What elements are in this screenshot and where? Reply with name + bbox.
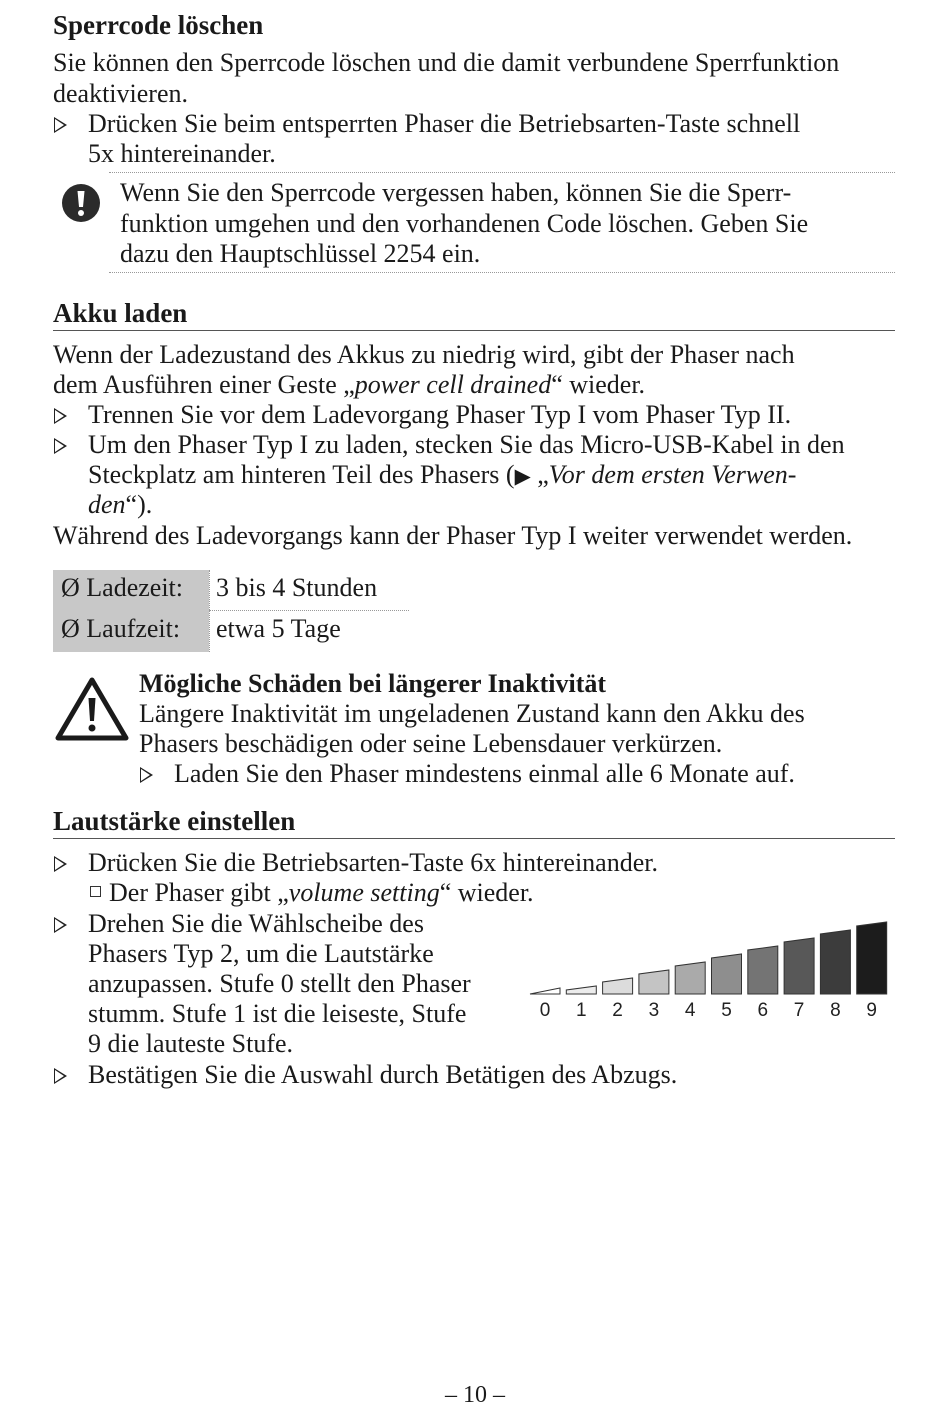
laut-step2-line: Drehen Sie die Wählscheibe des (88, 909, 424, 938)
volume-level-chart (526, 916, 896, 1026)
volume-bar-1 (566, 986, 596, 994)
warning-triangle-icon (54, 676, 130, 742)
volume-bar-6 (748, 946, 778, 994)
volume-bar-4 (675, 962, 705, 994)
laut-step1: Drücken Sie die Betriebsarten-Taste 6x hintereinander. (88, 848, 658, 877)
sperrcode-step-line1: Drücken Sie beim entsperrten Phaser die Betriebsarten-Taste schnell (88, 109, 801, 138)
volume-bar-2 (603, 978, 633, 994)
page-number: – 10 – (445, 1382, 505, 1408)
note-line3: dazu den Hauptschlüssel 2254 ein. (120, 239, 481, 268)
heading-lautstaerke: Lautstärke einstellen (53, 806, 296, 836)
result-square-icon (90, 886, 101, 897)
volume-tick-label: 8 (830, 1000, 841, 1021)
note-divider-top (109, 172, 895, 173)
sperrcode-intro-line1: Sie können den Sperrcode löschen und die damit verbundene Sperrfunktion (53, 48, 840, 77)
table-cell-label: Ø Ladezeit: (61, 573, 183, 602)
arrow-right-icon: ▶ (514, 464, 531, 488)
akku-intro-line2: dem Ausführen einer Geste „power cell drained“ wieder. (53, 370, 646, 399)
table-row-divider (209, 610, 409, 611)
heading-sperrcode: Sperrcode löschen (53, 10, 264, 40)
volume-tick-label: 1 (576, 1000, 587, 1021)
volume-bar-5 (712, 954, 742, 994)
note-line2: funktion umgehen und den vorhandenen Code löschen. Geben Sie (120, 209, 809, 238)
warning-line1: Längere Inaktivität im ungeladenen Zustand kann den Akku des (139, 699, 805, 728)
bullet-triangle-icon (54, 856, 67, 872)
volume-bar-7 (784, 938, 814, 994)
bullet-triangle-icon (54, 408, 67, 424)
laut-result: Der Phaser gibt „volume setting“ wieder. (109, 878, 534, 907)
bullet-triangle-icon (54, 1068, 67, 1084)
volume-tick-label: 3 (648, 1000, 660, 1021)
heading-underline (53, 330, 895, 331)
akku-intro-line1: Wenn der Ladezustand des Akkus zu niedrig wird, gibt der Phaser nach (53, 340, 795, 369)
volume-tick-label: 4 (684, 1000, 696, 1021)
akku-step1: Trennen Sie vor dem Ladevorgang Phaser Typ I vom Phaser Typ II. (88, 400, 792, 429)
volume-tick-label: 0 (539, 1000, 551, 1021)
akku-outro: Während des Ladevorgangs kann der Phaser Typ I weiter verwendet werden. (53, 521, 853, 550)
warning-title: Mögliche Schäden bei längerer Inaktivität (139, 669, 607, 698)
akku-step2-line2: Steckplatz am hinteren Teil des Phasers (▶ „Vor dem ersten Verwen- (88, 460, 797, 489)
volume-tick-label: 7 (793, 1000, 805, 1021)
bullet-triangle-icon (54, 438, 67, 454)
sperrcode-step-line2: 5x hintereinander. (88, 139, 276, 168)
heading-underline (53, 838, 895, 839)
heading-akku-laden: Akku laden (53, 298, 188, 328)
note-divider-bottom (109, 272, 895, 273)
bullet-triangle-icon (54, 917, 67, 933)
volume-tick-label: 2 (612, 1000, 623, 1021)
akku-step2-line1: Um den Phaser Typ I zu laden, stecken Sie das Micro-USB-Kabel in den (88, 430, 845, 459)
table-column-divider (209, 570, 210, 652)
volume-bar-9 (857, 922, 887, 994)
volume-bar-0 (530, 988, 560, 994)
laut-step2-line: anzupassen. Stufe 0 stellt den Phaser (88, 969, 471, 998)
sperrcode-intro-line2: deaktivieren. (53, 79, 188, 108)
table-cell-label: Ø Laufzeit: (61, 614, 181, 643)
warning-step: Laden Sie den Phaser mindestens einmal alle 6 Monate auf. (174, 759, 795, 788)
laut-step2-line: 9 die lauteste Stufe. (88, 1029, 294, 1058)
volume-bar-8 (820, 930, 850, 994)
laut-step3: Bestätigen Sie die Auswahl durch Betätigen des Abzugs. (88, 1060, 678, 1089)
bullet-triangle-icon (140, 767, 153, 783)
laut-step2-line: Phasers Typ 2, um die Lautstärke (88, 939, 434, 968)
volume-tick-label: 5 (721, 1000, 732, 1021)
table-cell-value: etwa 5 Tage (216, 614, 341, 643)
bullet-triangle-icon (54, 117, 67, 133)
volume-tick-label: 9 (866, 1000, 877, 1021)
warning-line2: Phasers beschädigen oder seine Lebensdauer verkürzen. (139, 729, 723, 758)
akku-step2-line3: den“). (88, 490, 153, 519)
laut-step2-line: stumm. Stufe 1 ist die leiseste, Stufe (88, 999, 467, 1028)
exclamation-circle-icon (61, 183, 101, 223)
cross-reference-link[interactable]: Vor dem ersten Verwen- (548, 460, 797, 489)
volume-tick-label: 6 (757, 1000, 769, 1021)
table-cell-value: 3 bis 4 Stunden (216, 573, 378, 602)
note-line1: Wenn Sie den Sperrcode vergessen haben, können Sie die Sperr- (120, 178, 792, 207)
volume-bar-3 (639, 970, 669, 994)
